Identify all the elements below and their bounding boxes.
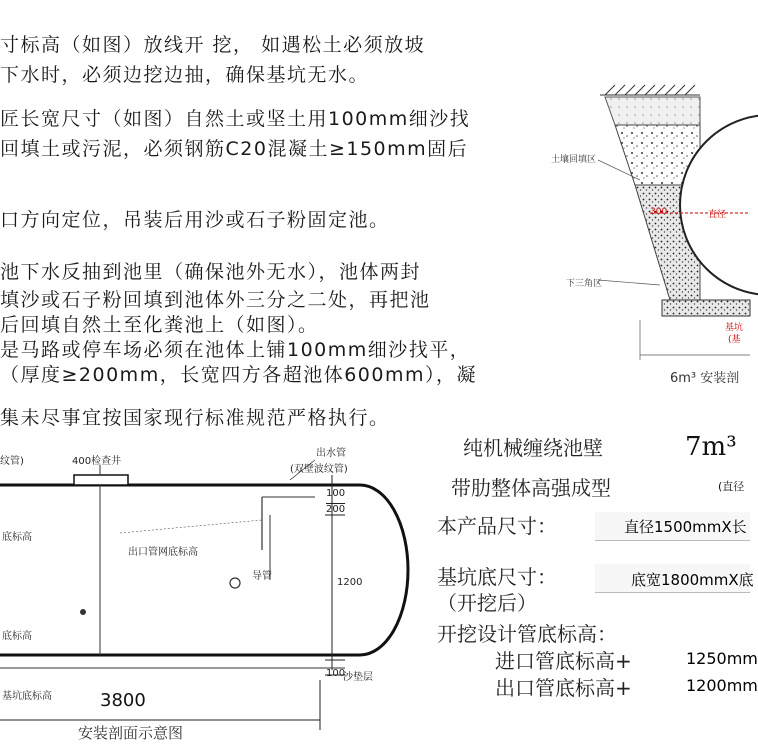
label-100-bottom: 100 — [326, 668, 346, 679]
inspection-well — [74, 475, 128, 485]
cross-section-caption: 6m³ 安装剖 — [670, 371, 740, 386]
pit-sub: （开挖后） — [437, 591, 537, 615]
instruction-line-5: 口方向定位，吊装后用沙或石子粉固定池。 — [0, 209, 390, 231]
spec-heading-1: 纯机械缠绕池壁 — [463, 436, 603, 460]
instruction-line-2: 下水时，必须边挖边抽，确保基坑无水。 — [0, 64, 370, 86]
label-3800: 3800 — [100, 690, 146, 711]
size-value: 直径1500mmX长 — [624, 518, 747, 536]
label-diameter: 直径 — [708, 210, 727, 220]
label-300: 300 — [650, 207, 668, 217]
capacity-sub: (直径 — [718, 480, 745, 493]
label-inlet-pipe: 纹管) — [0, 456, 24, 467]
label-1200: 1200 — [337, 577, 363, 588]
instruction-line-7: 填沙或石子粉回填到池体外三分之二处，再把池 — [0, 289, 431, 311]
label-outlet-pipe: 出水管 — [316, 448, 346, 459]
label-triangle-zone: 下三角区 — [566, 279, 603, 289]
label-inlet-bottom-elev: 底标高 — [2, 532, 32, 543]
side-view-caption: 安装剖面示意图 — [78, 724, 184, 742]
label-outlet-network-bottom: 出口管网底标高 — [128, 547, 198, 558]
spec-heading-2: 带肋整体高强成型 — [451, 476, 611, 500]
instruction-line-10: （厚度≥200mm，长宽四方各超池体600mm），凝 — [0, 364, 477, 386]
inlet-value: 1250mm — [686, 649, 758, 668]
label-inspection-well: 400检查井 — [72, 456, 122, 467]
instruction-line-4: 回填土或污泥，必须钢筋C20混凝土≥150mm固后 — [0, 138, 469, 160]
label-bottom-elev: 底标高 — [2, 631, 32, 642]
capacity-value: 7m³ — [685, 432, 737, 462]
instruction-line-3: 匠长宽尺寸（如图）自然土或坚土用100mm细沙找 — [0, 108, 471, 130]
inlet-label: 进口管底标高+ — [495, 649, 632, 673]
pit-label: 基坑底尺寸： — [437, 565, 557, 589]
pit-bottom-layer — [662, 300, 750, 316]
label-guide-pipe: 导管 — [252, 571, 272, 582]
instruction-line-6: 池下水反抽到池里（确保池外无水），池体两封 — [0, 261, 422, 283]
outlet-value: 1200mm — [686, 676, 758, 695]
label-pit-bottom-elev: 基坑底标高 — [2, 691, 52, 702]
side-view-drawing — [0, 420, 440, 750]
instruction-line-9: 是马路或停车场必须在池体上铺100mm细沙找平， — [0, 339, 471, 361]
label-outlet-pipe-sub: (双壁波纹管) — [290, 464, 348, 475]
instruction-line-11: 集未尽事宜按国家现行标准规范严格执行。 — [0, 407, 390, 429]
design-label: 开挖设计管底标高： — [437, 622, 617, 646]
instruction-line-8: 后回填自然土至化粪池上（如图）。 — [0, 314, 319, 336]
label-pit-bottom: 基坑 — [725, 323, 744, 333]
label-100-top: 100 — [326, 488, 346, 499]
topsoil-layer — [605, 97, 700, 125]
label-200: 200 — [326, 504, 346, 515]
label-sand-cushion: 沙垫层 — [343, 672, 373, 683]
label-pit-bottom-2: (基 — [728, 335, 741, 345]
tank-body — [0, 485, 408, 655]
pit-value: 底宽1800mmX底 — [631, 571, 754, 589]
label-backfill-zone: 土壤回填区 — [551, 155, 597, 165]
ground-hatch — [600, 85, 700, 95]
size-label: 本产品尺寸： — [437, 514, 557, 538]
outlet-hole — [230, 578, 240, 588]
instruction-line-1: 寸标高（如图）放线开 挖， 如遇松土必须放坡 — [0, 34, 426, 56]
outlet-label: 出口管底标高+ — [495, 676, 632, 700]
